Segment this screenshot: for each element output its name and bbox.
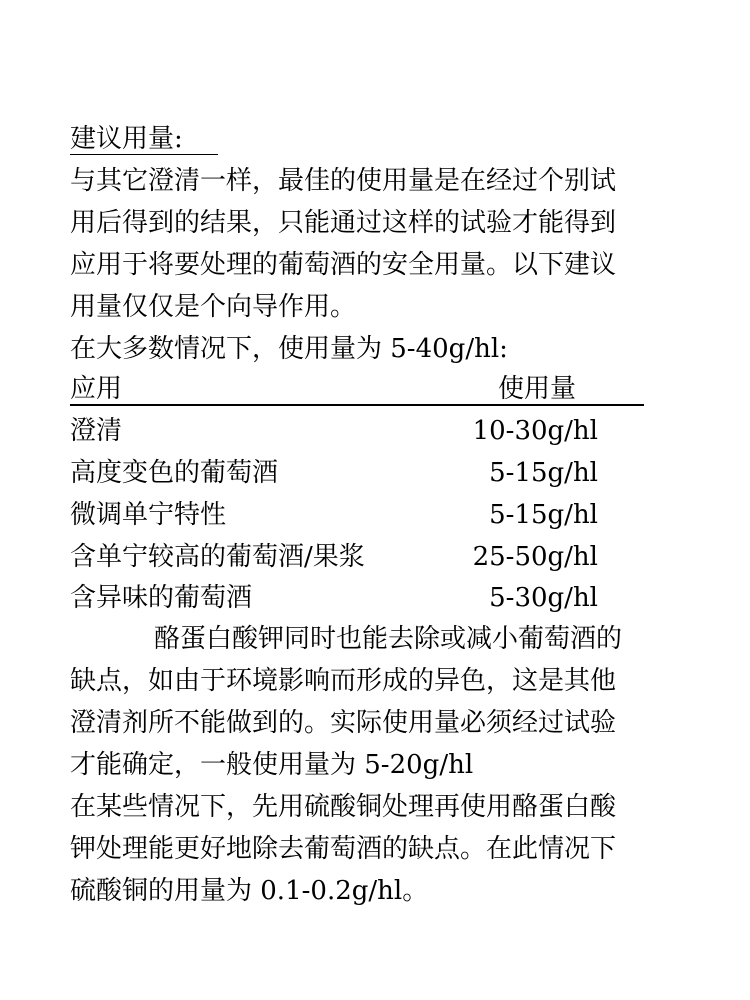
table-row <box>70 414 644 448</box>
casein-paragraph-line: 才能确定，一般使用量为 5-20g/hl <box>70 750 474 780</box>
row-application: 微调单宁特性 <box>70 500 227 530</box>
table-row <box>70 581 644 615</box>
copper-paragraph-line: 钾处理能更好地除去葡萄酒的缺点。在此情况下 <box>70 834 617 864</box>
copper-paragraph-line: 硫酸铜的用量为 0.1-0.2g/hl。 <box>70 876 429 906</box>
intro-line: 用后得到的结果，只能通过这样的试验才能得到 <box>70 208 617 238</box>
row-application: 含异味的葡萄酒 <box>70 583 253 613</box>
table-row <box>70 498 644 532</box>
intro-line: 与其它澄清一样，最佳的使用量是在经过个别试 <box>70 166 617 196</box>
row-dosage: 5-15g/hl <box>489 458 598 488</box>
header-dosage: 使用量 <box>498 374 577 404</box>
section-heading: 建议用量: <box>70 124 183 154</box>
header-application: 应用 <box>70 374 123 404</box>
intro-line: 应用于将要处理的葡萄酒的安全用量。以下建议 <box>70 250 617 280</box>
table-row <box>70 456 644 490</box>
intro-line: 用量仅仅是个向导作用。 <box>70 292 357 322</box>
table-header-rule <box>70 404 644 406</box>
heading-underline <box>70 154 218 155</box>
row-dosage: 5-30g/hl <box>489 583 598 613</box>
table-header <box>70 372 644 406</box>
row-application: 含单宁较高的葡萄酒/果浆 <box>70 542 365 572</box>
casein-paragraph-line: 缺点，如由于环境影响而形成的异色，这是其他 <box>70 666 617 696</box>
row-dosage: 5-15g/hl <box>489 500 598 530</box>
row-application: 澄清 <box>70 416 123 446</box>
general-usage-text: 在大多数情况下，使用量为 5-40g/hl: <box>70 334 508 364</box>
copper-paragraph-line: 在某些情况下，先用硫酸铜处理再使用酪蛋白酸 <box>70 792 617 822</box>
row-dosage: 10-30g/hl <box>472 416 598 446</box>
casein-paragraph-line: 酪蛋白酸钾同时也能去除或减小葡萄酒的 <box>154 624 623 654</box>
table-row <box>70 540 644 574</box>
row-dosage: 25-50g/hl <box>472 542 598 572</box>
row-application: 高度变色的葡萄酒 <box>70 458 279 488</box>
casein-paragraph-line: 澄清剂所不能做到的。实际使用量必须经过试验 <box>70 708 617 738</box>
